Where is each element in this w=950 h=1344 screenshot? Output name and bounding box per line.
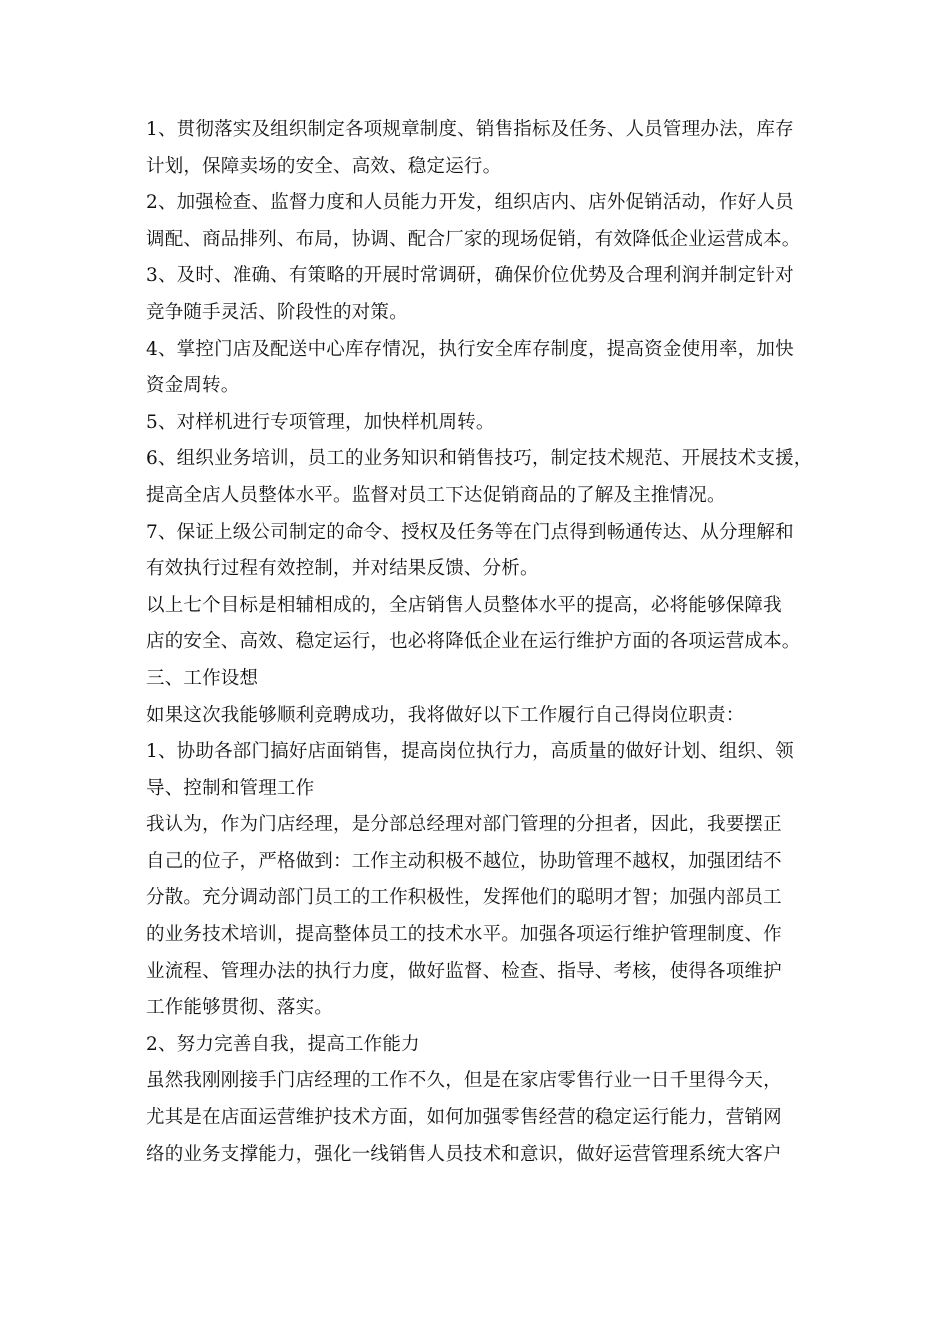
text-line: 1、贯彻落实及组织制定各项规章制度、销售指标及任务、人员管理办法，库存 xyxy=(146,119,794,140)
text-line: 2、努力完善自我，提高工作能力 xyxy=(146,1033,420,1055)
text-line: 虽然我刚刚接手门店经理的工作不久，但是在家店零售行业一日千里得今天， xyxy=(146,1070,782,1092)
text-line: 7、保证上级公司制定的命令、授权及任务等在门点得到畅通传达、从分理解和 xyxy=(146,521,794,543)
text-line: 工作能够贯彻、落实。 xyxy=(146,997,334,1019)
text-line: 业流程、管理办法的执行力度，做好监督、检查、指导、考核，使得各项维护 xyxy=(146,960,782,982)
text-line: 竞争随手灵活、阶段性的对策。 xyxy=(146,301,408,323)
text-line: 如果这次我能够顺利竞聘成功，我将做好以下工作履行自己得岗位职责： xyxy=(146,704,745,726)
text-line: 5、对样机进行专项管理，加快样机周转。 xyxy=(146,411,495,433)
text-line: 导、控制和管理工作 xyxy=(146,777,315,799)
document-body xyxy=(146,112,816,1173)
text-line: 分散。充分调动部门员工的工作积极性，发挥他们的聪明才智；加强内部员工 xyxy=(146,887,782,909)
text-line: 计划，保障卖场的安全、高效、稳定运行。 xyxy=(146,155,502,177)
text-line: 的业务技术培训，提高整体员工的技术水平。加强各项运行维护管理制度、作 xyxy=(146,924,782,946)
text-line: 调配、商品排列、布局，协调、配合厂家的现场促销，有效降低企业运营成本。 xyxy=(146,228,801,250)
text-line: 3、及时、准确、有策略的开展时常调研，确保价位优势及合理利润并制定针对 xyxy=(146,265,794,287)
text-line: 我认为，作为门店经理，是分部总经理对部门管理的分担者，因此，我要摆正 xyxy=(146,814,782,836)
text-line: 提高全店人员整体水平。监督对员工下达促销商品的了解及主推情况。 xyxy=(146,484,726,506)
section-heading: 三、工作设想 xyxy=(146,667,259,689)
text-line: 6、组织业务培训，员工的业务知识和销售技巧，制定技术规范、开展技术支援， xyxy=(146,448,813,470)
text-line: 以上七个目标是相辅相成的，全店销售人员整体水平的提高，必将能够保障我 xyxy=(146,594,782,616)
text-line: 有效执行过程有效控制，并对结果反馈、分析。 xyxy=(146,558,539,580)
text-line: 4、掌控门店及配送中心库存情况，执行安全库存制度，提高资金使用率，加快 xyxy=(146,338,794,360)
text-line: 络的业务支撑能力，强化一线销售人员技术和意识，做好运营管理系统大客户 xyxy=(146,1143,782,1165)
text-line: 1、协助各部门搞好店面销售，提高岗位执行力，高质量的做好计划、组织、领 xyxy=(146,741,794,763)
text-line: 自己的位子，严格做到：工作主动积极不越位，协助管理不越权，加强团结不 xyxy=(146,850,782,872)
text-line: 尤其是在店面运营维护技术方面，如何加强零售经营的稳定运行能力，营销网 xyxy=(146,1107,782,1129)
text-line: 店的安全、高效、稳定运行，也必将降低企业在运行维护方面的各项运营成本。 xyxy=(146,631,801,653)
text-line: 2、加强检查、监督力度和人员能力开发，组织店内、店外促销活动，作好人员 xyxy=(146,192,794,214)
text-line: 资金周转。 xyxy=(146,375,240,397)
